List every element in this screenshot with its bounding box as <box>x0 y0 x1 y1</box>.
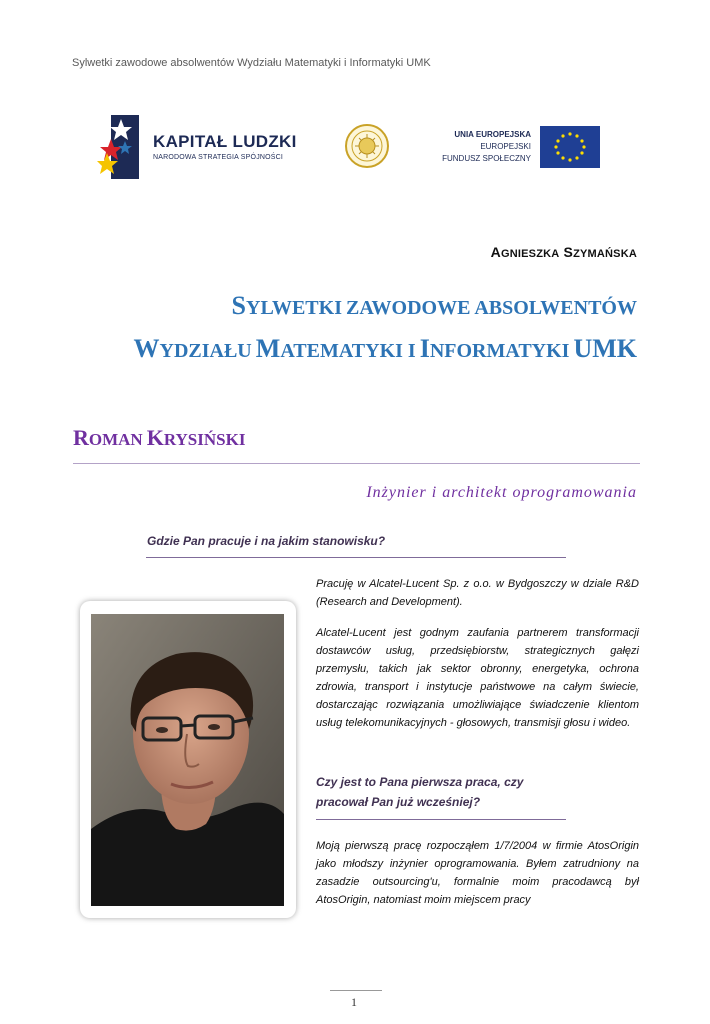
eu-logo <box>442 124 603 170</box>
author-name: AGNIESZKA SZYMAŃSKA <box>490 244 637 260</box>
answer-1-paragraph-1: Pracuję w Alcatel-Lucent Sp. z o.o. w Bydgoszczy w dziale R&D (Research and Development). <box>316 578 639 608</box>
eu-line1: UNIA EUROPEJSKA <box>454 130 531 139</box>
eu-flag-icon <box>540 126 600 168</box>
umk-seal-icon <box>344 123 390 169</box>
answer-2-paragraph-1: Moją pierwszą pracę rozpocząłem 1/7/2004 w firmie AtosOrigin jako młodszy inżynier oprogramowania. Byłem zatrudniony na zasadzie outsourcing'u, formalnie moim pracodawcą był AtosOrigin, natomiast moim miejscem pracy <box>316 840 639 906</box>
question-1-divider <box>146 557 566 558</box>
kapital-ludzki-logo <box>97 115 307 181</box>
question-2-divider <box>316 819 566 820</box>
question-2: Czy jest to Pana pierwsza praca, czy pracował Pan już wcześniej? <box>316 775 524 809</box>
document-title <box>134 286 637 372</box>
document-title-line1: SYLWETKI ZAWODOWE ABSOLWENTÓW <box>231 291 637 320</box>
kapital-ludzki-title: KAPITAŁ LUDZKI <box>153 132 297 151</box>
person-role: Inżynier i architekt oprogramowania <box>366 484 637 501</box>
name-divider <box>73 463 640 464</box>
running-header: Sylwetki zawodowe absolwentów Wydziału Matematyki i Informatyki UMK <box>72 57 431 69</box>
kapital-ludzki-subtitle: NARODOWA STRATEGIA SPÓJNOŚCI <box>153 154 284 161</box>
kapital-ludzki-star-icon <box>97 115 143 179</box>
page-number: 1 <box>351 995 357 1009</box>
question-1: Gdzie Pan pracuje i na jakim stanowisku? <box>147 534 386 548</box>
person-name: ROMAN KRYSIŃSKI <box>73 425 246 450</box>
eu-text <box>442 129 531 165</box>
document-title-line2: WYDZIAŁU MATEMATYKI I INFORMATYKI UMK <box>133 334 637 363</box>
answer-1-paragraph-2: Alcatel-Lucent jest godnym zaufania partnerem transformacji dostawców usług, przedsiębiorstw, strategicznych gałęzi przemysłu, takich jak sektor obronny, energetyka, ochrona zdrowia, transport i instytucje państwowe na całym świecie, dostarczając rozwiązania umożliwiające świadczenie klientom usług telekomunikacyjnych - głosowych, transmisji głosu i wideo. <box>316 627 639 729</box>
eu-line3: FUNDUSZ SPOŁECZNY <box>442 154 531 163</box>
footer-divider <box>330 990 382 991</box>
portrait-photo <box>91 614 284 906</box>
eu-line2: EUROPEJSKI <box>480 142 531 151</box>
